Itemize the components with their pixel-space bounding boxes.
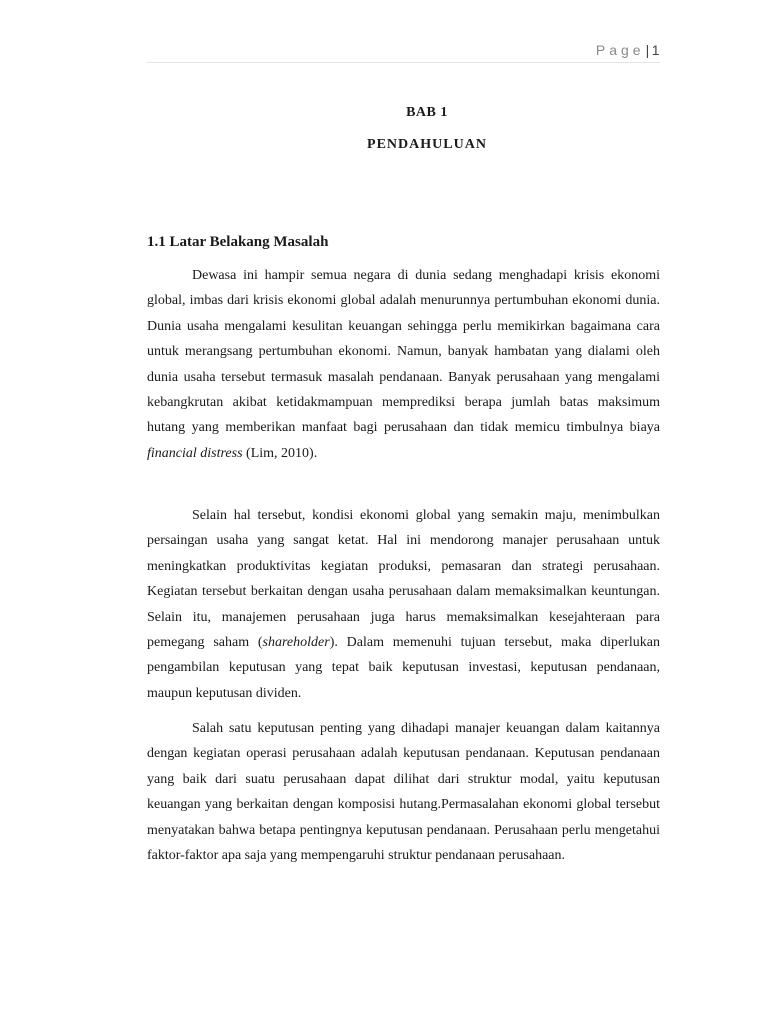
paragraph-3-text: Salah satu keputusan penting yang dihadapi manajer keuangan dalam kaitannya dengan kegiatan operasi perusahaan adalah keputusan pendanaan. Keputusan pendanaan yang baik dari suatu perusahaan dapat dilihat dari struktur modal, yaitu keputusan keuangan yang berkaitan dengan komposisi hutang.Permasalahan ekonomi global tersebut menyatakan bahwa betapa pentingnya keputusan pendanaan. Perusahaan perlu mengetahui faktor-faktor apa saja yang mempengaruhi struktur pendanaan perusahaan. — [147, 721, 660, 864]
paragraph-2 — [147, 503, 660, 706]
page-number-value: 1 — [651, 42, 660, 58]
chapter-number: BAB 1 — [406, 105, 448, 120]
paragraph-2-italic-term: shareholder — [262, 635, 330, 651]
paragraph-1-italic-term: financial distress — [147, 445, 243, 461]
page-separator: | — [645, 42, 650, 58]
paragraph-1-text-b: (Lim, 2010). — [242, 445, 318, 461]
page-header — [147, 42, 660, 63]
paragraph-3 — [147, 716, 660, 868]
page-label: Page — [595, 42, 645, 58]
page-number — [596, 42, 660, 58]
paragraph-1 — [147, 263, 660, 466]
paragraph-2-text-a: Selain hal tersebut, kondisi ekonomi global yang semakin maju, menimbulkan persaingan usaha yang sangat ketat. Hal ini mendorong manajer perusahaan untuk meningkatkan produktivitas kegiatan produksi, pemasaran dan strategi perusahaan. Kegiatan tersebut berkaitan dengan usaha perusahaan dalam memaksimalkan keuntungan. Selain itu, manajemen perusahaan juga harus memaksimalkan kesejahteraan para pemegang saham ( — [147, 508, 660, 651]
paragraph-1-text-a: Dewasa ini hampir semua negara di dunia sedang menghadapi krisis ekonomi global, imbas dari krisis ekonomi global adalah menurunnya pertumbuhan ekonomi dunia. Dunia usaha mengalami kesulitan keuangan sehingga perlu memikirkan bagaimana cara untuk merangsang pertumbuhan ekonomi. Namun, banyak hambatan yang dialami oleh dunia usaha tersebut termasuk masalah pendanaan. Banyak perusahaan yang mengalami kebangkrutan akibat ketidakmampuan memprediksi berapa jumlah batas maksimum hutang yang memberikan manfaat bagi perusahaan dan tidak memicu timbulnya biaya — [147, 268, 660, 436]
paragraph-2-text-b: ). Dalam memenuhi tujuan tersebut, maka diperlukan pengambilan keputusan yang tepat baik keputusan investasi, keputusan pendanaan, maupun keputusan dividen. — [147, 635, 660, 701]
chapter-title: PENDAHULUAN — [367, 137, 487, 152]
section-heading: 1.1 Latar Belakang Masalah — [147, 234, 329, 250]
